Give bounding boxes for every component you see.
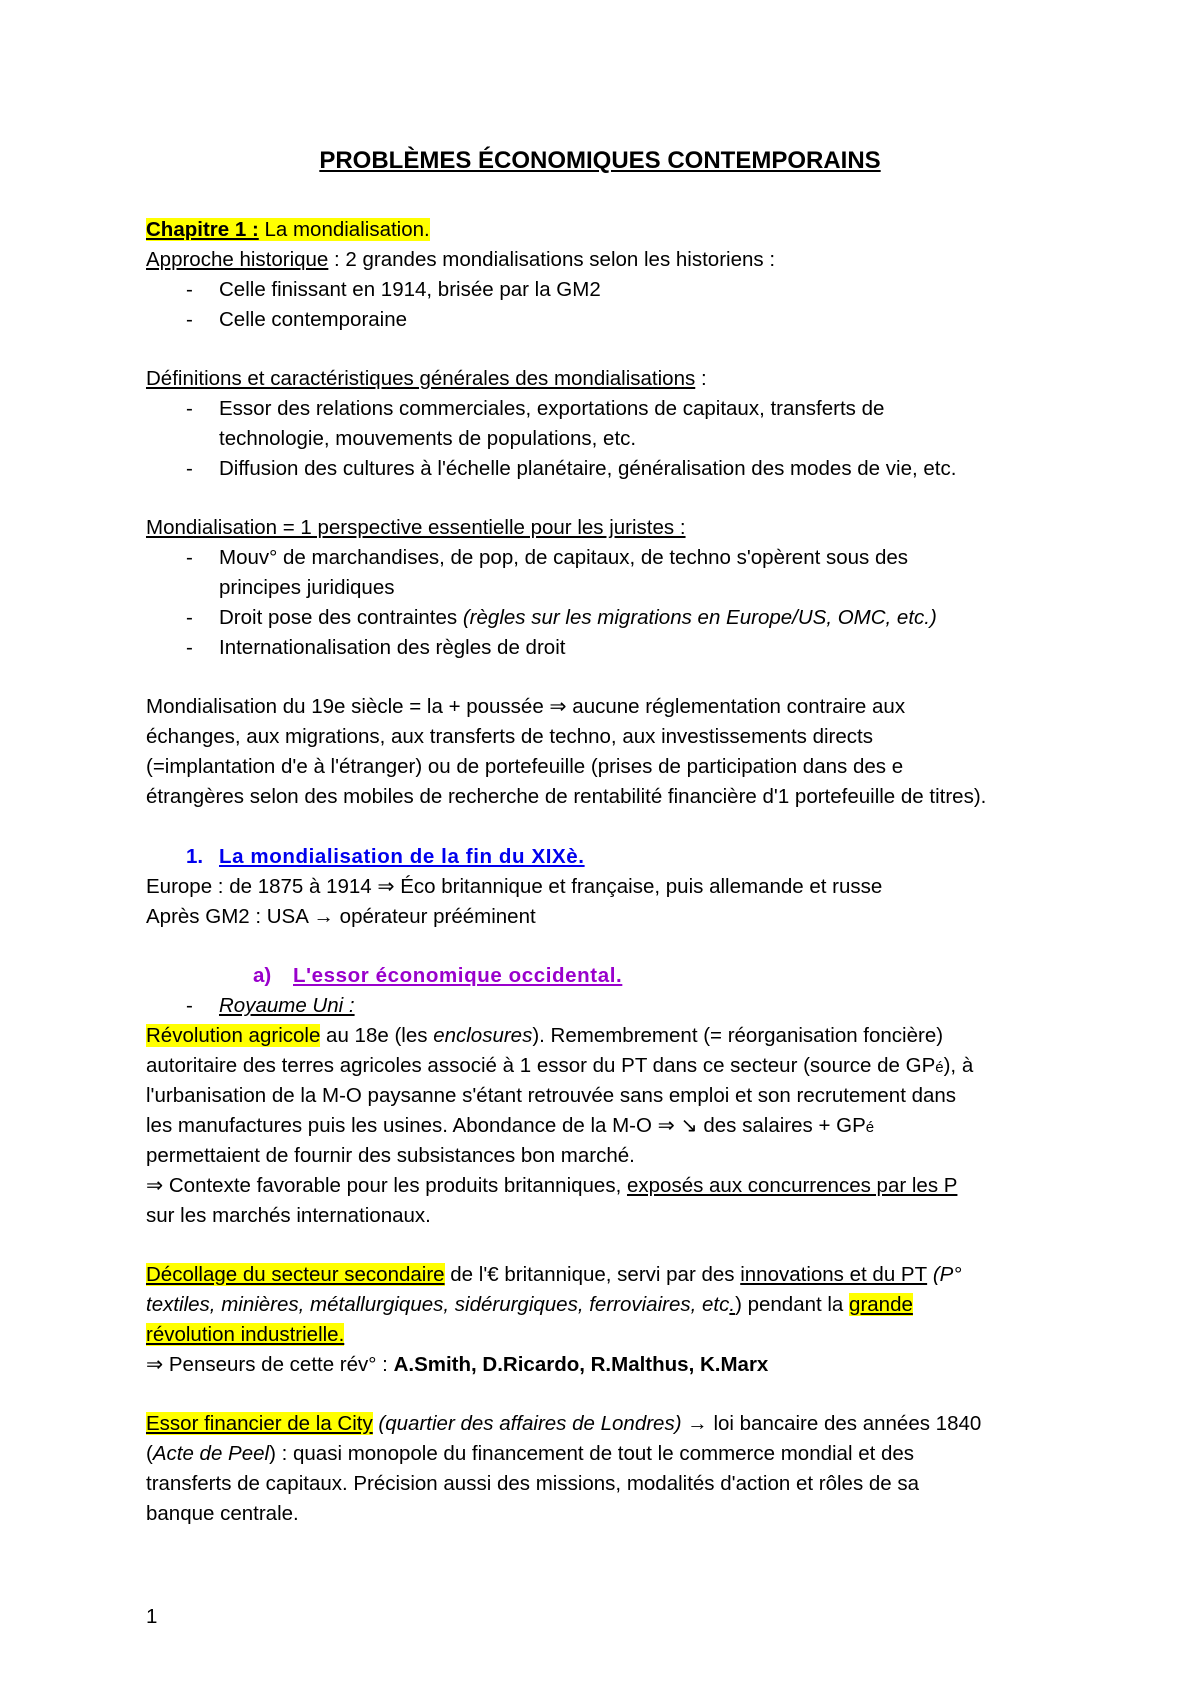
revolution-line-4-text: les manufactures puis les usines. Abondance de la M-O ⇒ ↘ des salaires + GP <box>146 1114 866 1137</box>
bullet-dash: - <box>186 606 193 629</box>
decollage-line-2-highlight: grande <box>849 1293 913 1316</box>
chapter-heading <box>146 215 430 245</box>
para19-line-2: échanges, aux migrations, aux transferts de techno, aux investissements directs <box>146 725 873 748</box>
chapter-label: Chapitre 1 : <box>146 218 259 241</box>
decollage-line-2-text: ) pendant la <box>735 1293 850 1316</box>
revolution-text: au 18e (les <box>320 1024 434 1047</box>
bullet-dash: - <box>186 278 193 301</box>
juristes-item-1-cont: principes juridiques <box>219 576 395 599</box>
essor-text: → loi bancaire des années 1840 <box>681 1412 982 1435</box>
revolution-line-6 <box>146 1171 957 1201</box>
section-a-number: a) <box>253 964 272 987</box>
section-1-line-1: Europe : de 1875 à 1914 ⇒ Éco britannique et française, puis allemande et russe <box>146 875 883 898</box>
bullet-dash: - <box>186 397 193 420</box>
section-1-heading <box>186 842 585 872</box>
para19-line-4: étrangères selon des mobiles de recherche de rentabilité financière d'1 portefeuille de titres). <box>146 785 987 808</box>
juristes-label: Mondialisation = 1 perspective essentielle pour les juristes : <box>146 516 686 539</box>
juristes-item-2-italic: (règles sur les migrations en Europe/US, OMC, etc.) <box>462 606 937 629</box>
para19-line-1: Mondialisation du 19e siècle = la + poussée ⇒ aucune réglementation contraire aux <box>146 695 906 718</box>
approche-label: Approche historique <box>146 248 329 271</box>
essor-line-2-text: ) : quasi monopole du financement de tout le commerce mondial et des <box>269 1442 915 1465</box>
essor-line-3: transferts de capitaux. Précision aussi des missions, modalités d'action et rôles de sa <box>146 1472 920 1495</box>
juristes-item-1: Mouv° de marchandises, de pop, de capitaux, de techno s'opèrent sous des <box>219 546 909 569</box>
essor-line-2-open: ( <box>146 1442 153 1465</box>
decollage-line-2 <box>146 1290 913 1320</box>
page-title: PROBLÈMES ÉCONOMIQUES CONTEMPORAINS <box>319 147 881 174</box>
subscript-e: é <box>935 1059 944 1076</box>
decollage-line-3 <box>146 1320 344 1350</box>
approche-item-2: Celle contemporaine <box>219 308 408 331</box>
decollage-line-2-italic: textiles, minières, métallurgiques, sidérurgiques, ferroviaires, etc <box>146 1293 730 1316</box>
decollage-line-4 <box>146 1350 768 1380</box>
definitions-item-1: Essor des relations commerciales, exportations de capitaux, transferts de <box>219 397 885 420</box>
definitions-text: : <box>695 367 707 390</box>
section-a-title: L'essor économique occidental. <box>293 964 623 987</box>
bullet-dash: - <box>186 457 193 480</box>
section-a-heading <box>253 961 622 991</box>
bullet-dash: - <box>186 546 193 569</box>
penseurs-names: A.Smith, D.Ricardo, R.Malthus, K.Marx <box>393 1353 769 1376</box>
revolution-line-6-text: ⇒ Contexte favorable pour les produits britanniques, <box>146 1174 627 1197</box>
essor-line-1 <box>146 1409 981 1439</box>
decollage-underlined: innovations et du PT <box>740 1263 928 1286</box>
approche-text: : 2 grandes mondialisations selon les historiens : <box>328 248 776 271</box>
decollage-highlight: Décollage du secteur secondaire <box>146 1263 445 1286</box>
bullet-dash: - <box>186 308 193 331</box>
essor-line-2 <box>146 1439 914 1469</box>
essor-italic: (quartier des affaires de Londres) <box>372 1412 682 1435</box>
penseurs-label: ⇒ Penseurs de cette rév° : <box>146 1353 394 1376</box>
revolution-line-4 <box>146 1111 874 1143</box>
revolution-line-2-text: autoritaire des terres agricoles associé à 1 essor du PT dans ce secteur (source de GP <box>146 1054 936 1077</box>
approche-line <box>146 245 775 275</box>
approche-item-1: Celle finissant en 1914, brisée par la GM2 <box>219 278 601 301</box>
revolution-text-cont: ). Remembrement (= réorganisation foncière) <box>532 1024 944 1047</box>
revolution-line-6-underlined: exposés aux concurrences par les P <box>626 1174 958 1197</box>
revolution-line-7: sur les marchés internationaux. <box>146 1204 431 1227</box>
decollage-line-3-highlight: révolution industrielle. <box>146 1323 345 1346</box>
royaume-uni-label: Royaume Uni : <box>219 994 355 1017</box>
page-number: 1 <box>146 1605 158 1628</box>
essor-line-4: banque centrale. <box>146 1502 299 1525</box>
juristes-item-2 <box>219 603 937 633</box>
subscript-e: é <box>865 1119 875 1136</box>
definitions-item-2: Diffusion des cultures à l'échelle planétaire, généralisation des modes de vie, etc. <box>219 457 957 480</box>
bullet-dash: - <box>186 636 193 659</box>
enclosures-italic: enclosures <box>433 1024 533 1047</box>
decollage-line-1 <box>146 1260 962 1290</box>
essor-highlight: Essor financier de la City <box>146 1412 373 1435</box>
definitions-line <box>146 364 707 394</box>
chapter-text: La mondialisation. <box>258 218 430 241</box>
decollage-italic: (P° <box>927 1263 962 1286</box>
definitions-item-1-cont: technologie, mouvements de populations, etc. <box>219 427 637 450</box>
section-1-title: La mondialisation de la fin du XIXè. <box>219 845 585 868</box>
acte-de-peel-italic: Acte de Peel <box>152 1442 270 1465</box>
revolution-line-3: l'urbanisation de la M-O paysanne s'étant retrouvée sans emploi et son recrutement dans <box>146 1084 957 1107</box>
revolution-highlight: Révolution agricole <box>146 1024 321 1047</box>
revolution-line-2-end: ), à <box>943 1054 974 1077</box>
bullet-dash: - <box>186 994 193 1017</box>
revolution-line-5: permettaient de fournir des subsistances bon marché. <box>146 1144 635 1167</box>
juristes-item-3: Internationalisation des règles de droit <box>219 636 566 659</box>
revolution-line-2 <box>146 1051 973 1083</box>
section-1-line-2: Après GM2 : USA → opérateur prééminent <box>146 905 536 928</box>
revolution-line-1 <box>146 1021 943 1051</box>
para19-line-3: (=implantation d'e à l'étranger) ou de portefeuille (prises de participation dans des e <box>146 755 904 778</box>
juristes-item-2-text: Droit pose des contraintes <box>219 606 463 629</box>
decollage-text: de l'€ britannique, servi par des <box>444 1263 741 1286</box>
definitions-label: Définitions et caractéristiques générales des mondialisations <box>146 367 696 390</box>
section-1-number: 1. <box>186 845 204 868</box>
decollage-line-2-dot: . <box>729 1293 736 1316</box>
